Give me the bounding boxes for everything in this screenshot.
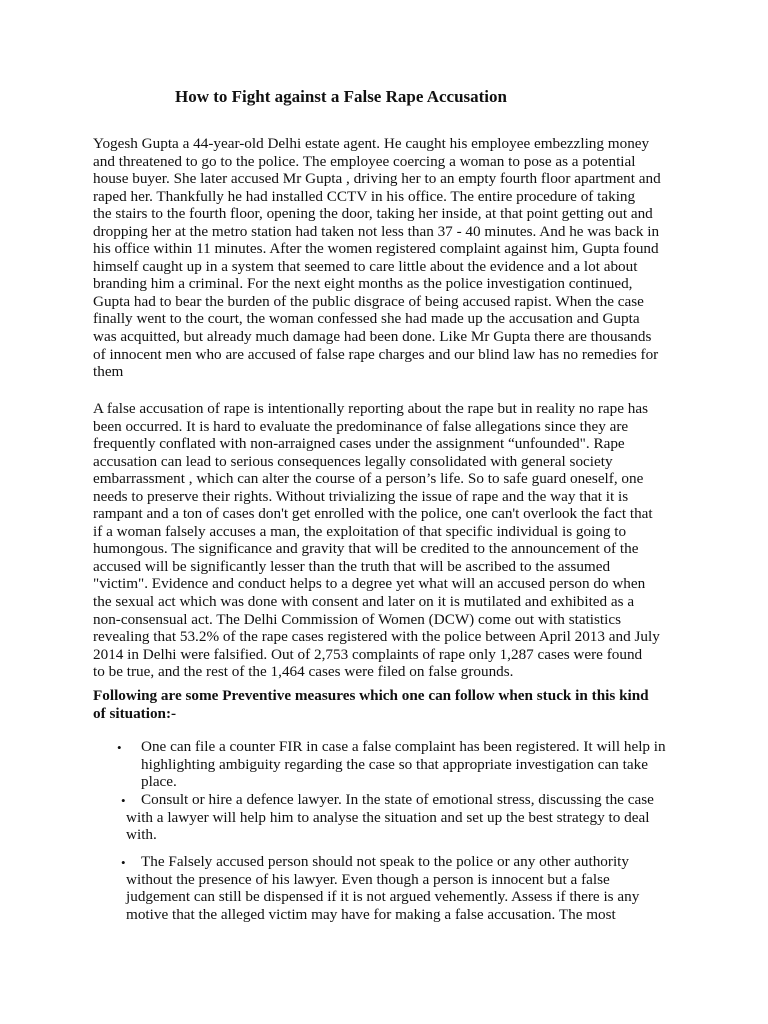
text-line: finally went to the court, the woman confessed she had made up the accusation and Gupta: [93, 310, 640, 328]
text-line: been occurred. It is hard to evaluate the predominance of false allegations since they are: [93, 417, 629, 435]
text-line: needs to preserve their rights. Without trivializing the issue of rape and the way that it is: [93, 487, 629, 505]
paragraph-2: [93, 400, 660, 681]
text-line: with a lawyer will help him to analyse the situation and set up the best strategy to deal: [126, 808, 650, 826]
text-line: A false accusation of rape is intentionally reporting about the rape but in reality no rape has: [93, 400, 649, 417]
bullet-item-1: [141, 738, 666, 791]
text-line: and threatened to go to the police. The employee coercing a woman to pose as a potential: [93, 152, 636, 170]
text-line: dropping her at the metro station had taken not less than 37 - 40 minutes. And he was back in: [93, 222, 660, 240]
text-line: with.: [126, 826, 157, 844]
text-line: Yogesh Gupta a 44-year-old Delhi estate agent. He caught his employee embezzling money: [93, 135, 650, 152]
text-line: himself caught up in a system that seemed to care little about the evidence and a lot about: [93, 257, 638, 275]
text-line: the stairs to the fourth floor, opening the door, taking her inside, at that point getting out and: [93, 205, 653, 223]
bullet-icon: •: [121, 855, 126, 870]
text-line: revealing that 53.2% of the rape cases registered with the police between April 2013 and July: [93, 628, 660, 646]
text-line: Consult or hire a defence lawyer. In the state of emotional stress, discussing the case: [141, 791, 654, 808]
paragraph-1: [93, 135, 661, 381]
text-line: accused will be significantly lesser than the truth that will be ascribed to the assumed: [93, 557, 611, 575]
text-line: if a woman falsely accuses a man, the exploitation of that specific individual is going to: [93, 522, 627, 540]
text-line: the sexual act which was done with consent and later on it is mutilated and exhibited as a: [93, 593, 635, 611]
section-heading: [93, 687, 649, 722]
text-line: Following are some Preventive measures which one can follow when stuck in this kind: [93, 687, 649, 704]
text-line: Gupta had to bear the burden of the public disgrace of being accused rapist. When the case: [93, 292, 644, 310]
bullet-icon: •: [117, 740, 122, 755]
text-line: One can file a counter FIR in case a false complaint has been registered. It will help in: [141, 738, 666, 755]
text-line: of situation:-: [93, 704, 177, 722]
bullet-icon: •: [121, 793, 126, 808]
text-line: his office within 11 minutes. After the women registered complaint against him, Gupta found: [93, 240, 659, 258]
text-line: to be true, and the rest of the 1,464 cases were filed on false grounds.: [93, 663, 514, 681]
text-line: non-consensual act. The Delhi Commission of Women (DCW) come out with statistics: [93, 610, 622, 628]
bullet-item-3: [126, 853, 639, 923]
text-line: was acquitted, but already much damage had been done. Like Mr Gupta there are thousands: [93, 328, 652, 346]
text-line: The Falsely accused person should not speak to the police or any other authority: [141, 853, 629, 870]
text-line: raped her. Thankfully he had installed CCTV in his office. The entire procedure of taking: [93, 187, 636, 205]
text-line: without the presence of his lawyer. Even though a person is innocent but a false: [126, 870, 610, 888]
text-line: them: [93, 363, 124, 381]
text-line: humongous. The significance and gravity that will be credited to the announcement of the: [93, 540, 639, 558]
text-line: 2014 in Delhi were falsified. Out of 2,753 complaints of rape only 1,287 cases were found: [93, 645, 643, 663]
document-title: How to Fight against a False Rape Accusation: [175, 87, 507, 106]
text-line: rampant and a ton of cases don't get enrolled with the police, one can't overlook the fact that: [93, 505, 653, 523]
bullet-item-2: [126, 791, 654, 844]
text-line: motive that the alleged victim may have for making a false accusation. The most: [126, 905, 616, 923]
text-line: embarrassment , which can alter the course of a person’s life. So to safe guard oneself, one: [93, 470, 644, 488]
text-line: accusation can lead to serious consequences legally consolidated with general society: [93, 452, 613, 470]
text-line: of innocent men who are accused of false rape charges and our blind law has no remedies for: [93, 345, 659, 363]
text-line: house buyer. She later accused Mr Gupta , driving her to an empty fourth floor apartment and: [93, 170, 661, 188]
text-line: "victim". Evidence and conduct helps to a degree yet what will an accused person do when: [93, 575, 646, 593]
text-line: place.: [141, 773, 177, 791]
text-line: judgement can still be dispensed if it is not argued vehemently. Assess if there is any: [126, 888, 640, 906]
text-line: frequently conflated with non-arraigned cases under the assignment “unfounded". Rape: [93, 435, 625, 453]
text-line: highlighting ambiguity regarding the case so that appropriate investigation can take: [141, 755, 648, 773]
text-line: branding him a criminal. For the next eight months as the police investigation continued,: [93, 275, 633, 293]
